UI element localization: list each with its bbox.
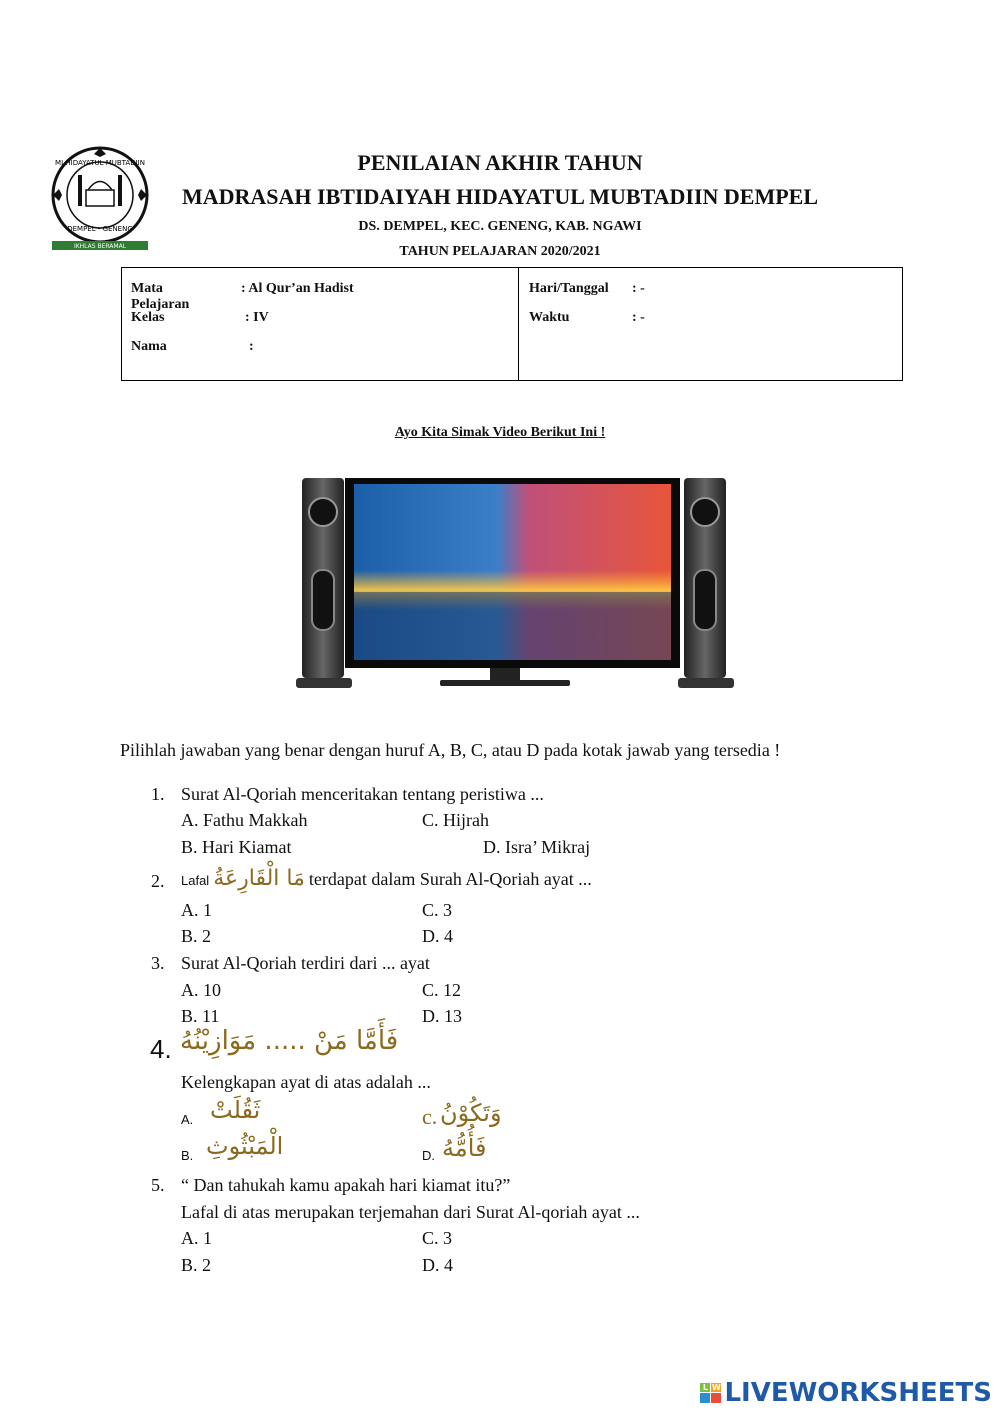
q1-text: Surat Al-Qoriah menceritakan tentang peristiwa ... (181, 784, 544, 804)
time-value: : - (632, 310, 645, 325)
q1-option-a[interactable]: A. Fathu Makkah (181, 810, 308, 830)
q4-option-c[interactable]: وَتَكُوْنُ (440, 1099, 502, 1127)
q4-option-d-label: D. (422, 1148, 435, 1163)
time-label: Waktu (529, 310, 570, 325)
video-prompt: Ayo Kita Simak Video Berikut Ini ! (394, 425, 606, 440)
q5-number: 5. (151, 1175, 165, 1195)
info-box (121, 267, 903, 381)
name-value: : (249, 339, 254, 354)
info-divider (518, 268, 519, 380)
logo-ribbon-text: IKHLAS BERAMAL (73, 243, 127, 250)
q5-option-a[interactable]: A. 1 (181, 1228, 212, 1248)
q5-text-2: Lafal di atas merupakan terjemahan dari Surat Al-qoriah ayat ... (181, 1202, 640, 1222)
instruction: Pilihlah jawaban yang benar dengan huruf A, B, C, atau D pada kotak jawab yang tersedia ! (120, 740, 781, 760)
q2-number: 2. (151, 871, 165, 891)
q3-number: 3. (151, 953, 165, 973)
q4-option-b-label: B. (181, 1148, 194, 1163)
class-label: Kelas (131, 310, 165, 325)
school-year: TAHUN PELAJARAN 2020/2021 (399, 244, 601, 259)
badge-letter-l: L (700, 1383, 710, 1392)
date-value: : - (632, 281, 645, 296)
q4-text: Kelengkapan ayat di atas adalah ... (181, 1072, 431, 1092)
school-name: MADRASAH IBTIDAIYAH HIDAYATUL MUBTADIIN DEMPEL (181, 184, 819, 209)
logo-bottom-text: DEMPEL - GENENG (67, 225, 133, 233)
q4-option-b[interactable]: الْمَبْثُوثِ (206, 1132, 284, 1160)
q3-option-a[interactable]: A. 10 (181, 980, 221, 1000)
q4-option-a[interactable]: ثَقُلَتْ (210, 1096, 261, 1124)
exam-title: PENILAIAN AKHIR TAHUN (357, 150, 643, 175)
q3-text: Surat Al-Qoriah terdiri dari ... ayat (181, 953, 430, 973)
q2-option-d[interactable]: D. 4 (422, 926, 453, 946)
liveworksheets-text: LIVEWORKSHEETS (724, 1378, 992, 1408)
tv-video-image[interactable] (290, 470, 740, 700)
subject-label: Mata Pelajaran (131, 281, 190, 312)
q2-text: terdapat dalam Surah Al-Qoriah ayat ... (308, 869, 592, 889)
q4-option-d[interactable]: فَأُمُّهُ (442, 1134, 487, 1162)
q2-option-a[interactable]: A. 1 (181, 900, 212, 920)
q1-option-b[interactable]: B. Hari Kiamat (181, 837, 292, 857)
q3-option-c[interactable]: C. 12 (422, 980, 462, 1000)
q4-option-a-label: A. (181, 1112, 194, 1127)
q5-option-b[interactable]: B. 2 (181, 1255, 212, 1275)
q5-option-d[interactable]: D. 4 (422, 1255, 453, 1275)
school-address: DS. DEMPEL, KEC. GENENG, KAB. NGAWI (358, 219, 642, 234)
date-label: Hari/Tanggal (529, 281, 609, 296)
q2-option-c[interactable]: C. 3 (422, 900, 453, 920)
q1-number: 1. (151, 784, 165, 804)
subject-value: : Al Qur’an Hadist (241, 281, 354, 296)
q4-number: 4. (150, 1034, 172, 1064)
liveworksheets-watermark (692, 1378, 992, 1408)
logo-top-text: MI HIDAYATUL MUBTADIIN (55, 159, 145, 167)
q3-option-d[interactable]: D. 13 (422, 1006, 462, 1026)
q5-option-c[interactable]: C. 3 (422, 1228, 453, 1248)
q1-option-d[interactable]: D. Isra’ Mikraj (483, 837, 591, 857)
liveworksheets-badge-icon (700, 1383, 721, 1403)
q2-arabic: مَا الْقَارِعَةُ (213, 866, 305, 891)
name-label: Nama (131, 339, 167, 354)
q3-option-b[interactable]: B. 11 (181, 1006, 220, 1026)
q5-text: “ Dan tahukah kamu apakah hari kiamat itu?” (181, 1175, 511, 1195)
q2-option-b[interactable]: B. 2 (181, 926, 212, 946)
class-value: : IV (245, 310, 269, 325)
q1-option-c[interactable]: C. Hijrah (422, 810, 489, 830)
q4-arabic: فَأَمَّا مَنْ ..... مَوَازِيْنُهُ (180, 1026, 399, 1056)
q4-option-c-label: c. (422, 1104, 438, 1129)
q2-prefix: Lafal (181, 873, 210, 888)
badge-letter-w: W (712, 1383, 721, 1392)
